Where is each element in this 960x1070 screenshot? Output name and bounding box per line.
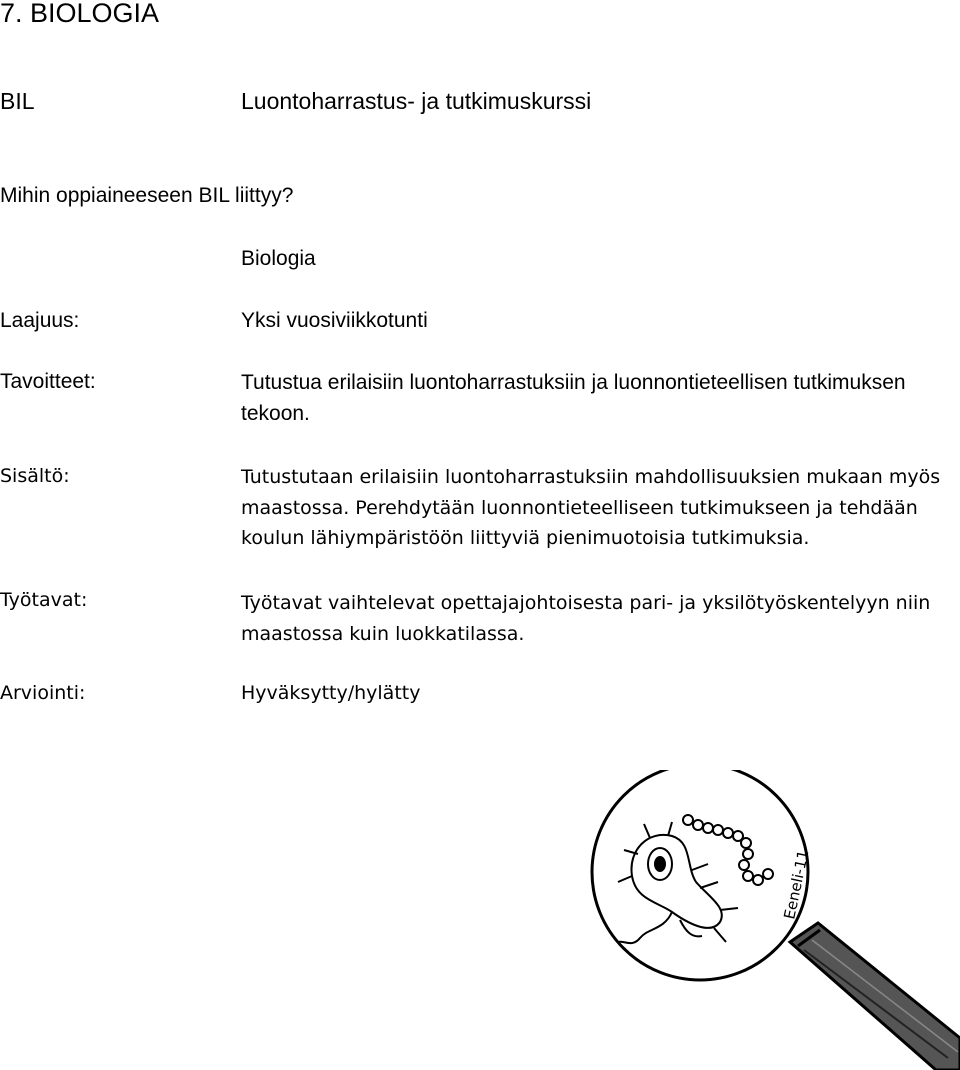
content-value: Tutustutaan erilaisiin luontoharrastuksiin mahdollisuuksien mukaan myös maastossa. Perehdytään luonnontieteelliseen tutkimukseen ja tehdään koulun lähiympäristöön liittyviä pienimuotoisia tutkimuksia. (241, 466, 941, 549)
page-title: 7. BIOLOGIA (0, 0, 160, 28)
scope-label: Laajuus: (0, 309, 80, 332)
course-name: Luontoharrastus- ja tutkimuskurssi (241, 88, 592, 114)
goals-label: Tavoitteet: (0, 370, 96, 393)
evaluation-value: Hyväksytty/hylätty (241, 682, 421, 704)
goals-value: Tutustua erilaisiin luontoharrastuksiin ja luonnontieteellisen tutkimuksen tekoon. (241, 371, 906, 425)
signature: Eeneli-11 (780, 848, 813, 921)
methods-label: Työtavat: (0, 589, 88, 611)
magnifier-lens (592, 770, 808, 980)
methods-value: Työtavat vaihtelevat opettajajohtoisesta pari- ja yksilötyöskentelyyn niin maastossa kuin luokkatilassa. (241, 592, 931, 645)
subject-question: Mihin oppiaineeseen BIL liittyy? (0, 184, 294, 207)
magnifier-handle (790, 923, 960, 1070)
subject-answer: Biologia (241, 247, 316, 270)
content-label: Sisältö: (0, 465, 70, 487)
magnifying-glass-illustration (568, 770, 960, 1070)
evaluation-label: Arviointi: (0, 682, 86, 704)
scope-value: Yksi vuosiviikkotunti (241, 309, 428, 332)
course-code: BIL (0, 88, 35, 114)
